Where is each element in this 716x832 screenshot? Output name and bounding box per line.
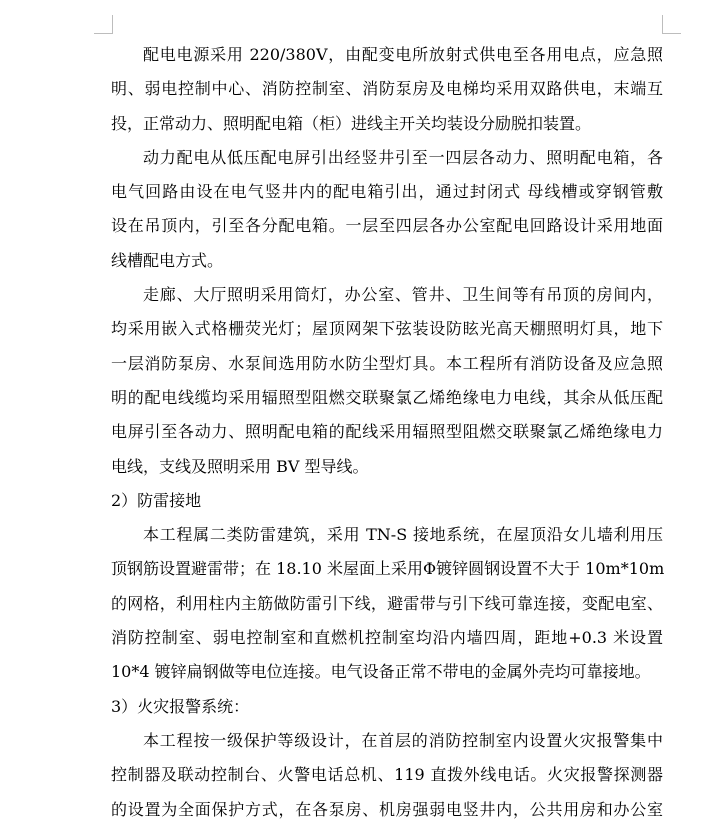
margin-corner-mark-top-left bbox=[94, 15, 113, 34]
paragraph-line: 配电电源采用 220/380V，由配变电所放射式供电至各用电点，应急照 bbox=[143, 45, 663, 64]
paragraph-line: 控制器及联动控制台、火警电话总机、119 直拨外线电话。火灾报警探测器 bbox=[111, 765, 663, 785]
paragraph-line: 电气回路由设在电气竖井内的配电箱引出，通过封闭式 母线槽或穿钢管敷 bbox=[111, 182, 663, 202]
paragraph-line: 一层消防泵房、水泵间选用防水防尘型灯具。本工程所有消防设备及应急照 bbox=[111, 353, 663, 373]
paragraph-line: 顶钢筋设置避雷带；在 18.10 米屋面上采用Φ镀锌圆钢设置不大于 10m*10m bbox=[111, 559, 665, 579]
paragraph-line: 明、弱电控制中心、消防控制室、消防泵房及电梯均采用双路供电，末端互 bbox=[111, 79, 663, 99]
section-heading: 2）防雷接地 bbox=[111, 490, 202, 510]
paragraph-line: 动力配电从低压配电屏引出经竖井引至一四层各动力、照明配电箱，各 bbox=[143, 147, 663, 167]
paragraph-line: 投，正常动力、照明配电箱（柜）进线主开关均装设分励脱扣装置。 bbox=[111, 113, 592, 133]
paragraph-line: 的网格，利用柱内主筋做防雷引下线，避雷带与引下线可靠连接，变配电室、 bbox=[111, 593, 663, 613]
paragraph-line: 电线，支线及照明采用 BV 型导线。 bbox=[111, 456, 369, 476]
paragraph-line: 的设置为全面保护方式，在各泵房、机房强弱电竖井内，公共用房和办公室 bbox=[111, 799, 663, 819]
paragraph-line: 电屏引至各动力、照明配电箱的配线采用辐照型阻燃交联聚氯乙烯绝缘电力 bbox=[111, 422, 663, 442]
paragraph-line: 本工程按一级保护等级设计，在首层的消防控制室内设置火灾报警集中 bbox=[143, 730, 663, 750]
margin-corner-mark-top-right bbox=[662, 15, 681, 34]
paragraph-line: 明的配电线缆均采用辐照型阻燃交联聚氯乙烯绝缘电力电线，其余从低压配 bbox=[111, 387, 663, 407]
paragraph-line: 消防控制室、弱电控制室和直燃机控制室均沿内墙四周，距地+0.3 米设置 bbox=[111, 628, 663, 648]
paragraph-line: 走廊、大厅照明采用筒灯，办公室、管井、卫生间等有吊顶的房间内， bbox=[143, 285, 663, 305]
paragraph-line: 10*4 镀锌扁钢做等电位连接。电气设备正常不带电的金属外壳均可靠接地。 bbox=[111, 662, 651, 682]
paragraph-line: 本工程属二类防雷建筑，采用 TN-S 接地系统，在屋顶沿女儿墙利用压 bbox=[143, 525, 663, 545]
paragraph-line: 均采用嵌入式格栅荧光灯；屋顶网架下弦装设防眩光高天棚照明灯具，地下 bbox=[111, 319, 663, 339]
section-heading: 3）火灾报警系统： bbox=[111, 696, 250, 716]
paragraph-line: 设在吊顶内，引至各分配电箱。一层至四层各办公室配电回路设计采用地面 bbox=[111, 216, 663, 236]
paragraph-line: 线槽配电方式。 bbox=[111, 250, 224, 270]
document-body bbox=[111, 38, 663, 827]
